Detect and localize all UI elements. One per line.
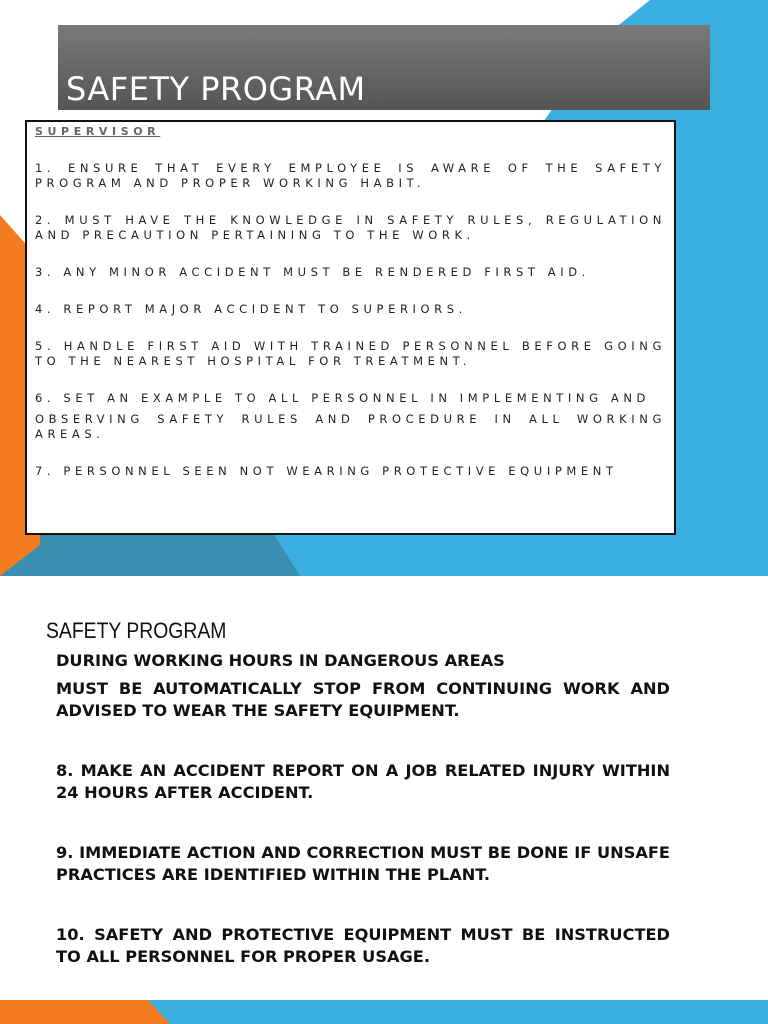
list-item: OBSERVING SAFETY RULES AND PROCEDURE IN ALL WORKING AREAS.: [35, 412, 666, 441]
list-item: 7. PERSONNEL SEEN NOT WEARING PROTECTIVE EQUIPMENT: [35, 464, 618, 478]
slide-2-body: [56, 650, 670, 968]
slide-2: [0, 576, 768, 1024]
supervisor-content-box: [25, 120, 676, 535]
body-line: MUST BE AUTOMATICALLY STOP FROM CONTINUING WORK AND ADVISED TO WEAR THE SAFETY EQUIPMENT.: [56, 679, 670, 720]
slide-1-title: SAFETY PROGRAM: [66, 70, 366, 108]
list-item: 4. REPORT MAJOR ACCIDENT TO SUPERIORS.: [35, 302, 467, 316]
slide-2-title: SAFETY PROGRAM: [46, 618, 227, 643]
list-item: 5. HANDLE FIRST AID WITH TRAINED PERSONNEL BEFORE GOING TO THE NEAREST HOSPITAL FOR TREATMENT.: [35, 339, 666, 368]
body-line: DURING WORKING HOURS IN DANGEROUS AREAS: [56, 651, 505, 670]
title-bar: [58, 25, 710, 110]
list-item: 3. ANY MINOR ACCIDENT MUST BE RENDERED FIRST AID.: [35, 265, 590, 279]
supervisor-heading: SUPERVISOR: [35, 125, 161, 138]
body-line: 10. SAFETY AND PROTECTIVE EQUIPMENT MUST BE INSTRUCTED TO ALL PERSONNEL FOR PROPER USAGE.: [56, 925, 670, 966]
list-item: 2. MUST HAVE THE KNOWLEDGE IN SAFETY RULES, REGULATION AND PRECAUTION PERTAINING TO THE WORK.: [35, 213, 666, 242]
body-line: 8. MAKE AN ACCIDENT REPORT ON A JOB RELATED INJURY WITHIN 24 HOURS AFTER ACCIDENT.: [56, 761, 670, 802]
list-item: 1. ENSURE THAT EVERY EMPLOYEE IS AWARE OF THE SAFETY PROGRAM AND PROPER WORKING HABIT.: [35, 161, 666, 190]
list-item: 6. SET AN EXAMPLE TO ALL PERSONNEL IN IMPLEMENTING AND: [35, 391, 651, 405]
body-line: 9. IMMEDIATE ACTION AND CORRECTION MUST BE DONE IF UNSAFE PRACTICES ARE IDENTIFIED WITHIN THE PLANT.: [56, 843, 670, 884]
